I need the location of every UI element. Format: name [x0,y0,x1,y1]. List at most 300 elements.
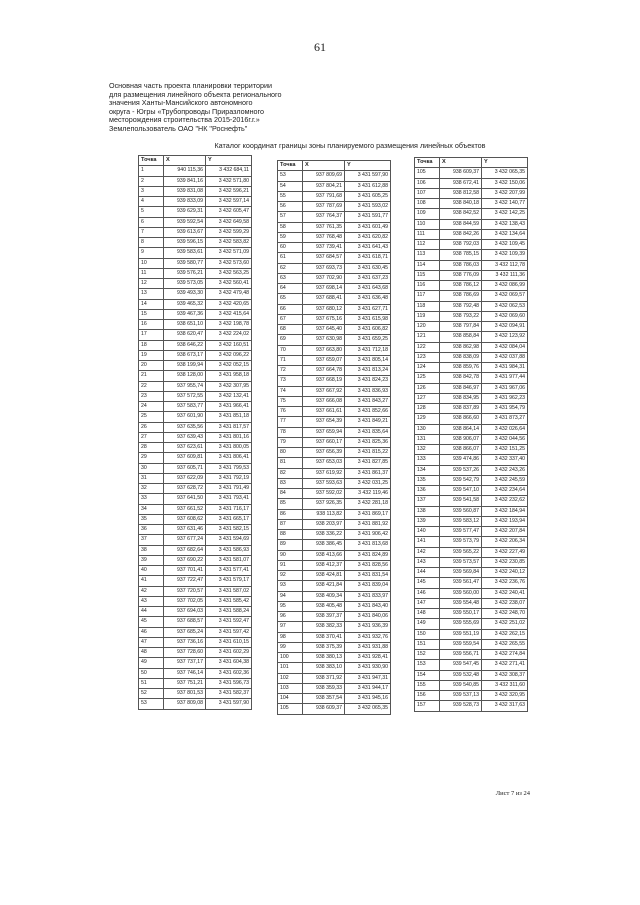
cell-n: 143 [415,557,440,567]
cell-x: 938 609,37 [303,704,345,714]
cell-n: 51 [139,678,164,688]
cell-x: 938 413,66 [303,550,345,560]
cell-n: 106 [415,178,440,188]
cell-n: 148 [415,609,440,619]
cell-x: 938 357,54 [303,694,345,704]
cell-y: 3 432 193,94 [482,516,528,526]
cell-y: 3 431 813,68 [345,540,391,550]
cell-n: 109 [415,209,440,219]
cell-y: 3 432 112,78 [482,260,528,270]
cell-y: 3 432 140,77 [482,199,528,209]
table-row [139,340,252,350]
cell-n: 96 [278,612,303,622]
cell-y: 3 431 582,37 [206,689,252,699]
cell-x: 938 672,41 [440,178,482,188]
cell-x: 938 128,00 [164,371,206,381]
cell-x: 937 746,14 [164,668,206,678]
table-row [278,222,391,232]
table-row [278,694,391,704]
table-row [139,566,252,576]
cell-x: 939 573,57 [440,557,482,567]
cell-x: 938 844,59 [440,219,482,229]
cell-x: 937 605,71 [164,463,206,473]
table-row [415,229,528,239]
cell-y: 3 431 824,89 [345,550,391,560]
table-row [278,448,391,458]
cell-x: 937 728,60 [164,648,206,658]
cell-x: 937 601,90 [164,412,206,422]
cell-n: 90 [278,550,303,560]
cell-y: 3 432 224,02 [206,330,252,340]
cell-x: 939 474,86 [440,455,482,465]
table-row [139,412,252,422]
cell-n: 14 [139,299,164,309]
cell-x: 937 955,74 [164,381,206,391]
cell-x: 938 359,33 [303,683,345,693]
table-row [139,176,252,186]
cell-y: 3 432 086,99 [482,281,528,291]
table-row [278,273,391,283]
table-row [139,473,252,483]
column-header-n: Точка [415,158,440,168]
table-row [139,299,252,309]
cell-x: 937 764,37 [303,212,345,222]
cell-x: 938 371,92 [303,673,345,683]
cell-y: 3 432 119,46 [345,489,391,499]
cell-y: 3 431 827,85 [345,458,391,468]
coordinates-table-3 [414,157,528,712]
cell-x: 937 698,14 [303,284,345,294]
table-header-row [278,161,391,171]
table-row [415,680,528,690]
cell-n: 93 [278,581,303,591]
table-header-row [139,156,252,166]
cell-x: 937 737,17 [164,658,206,668]
cell-y: 3 431 585,42 [206,596,252,606]
cell-y: 3 432 415,64 [206,309,252,319]
cell-y: 3 432 094,91 [482,322,528,332]
table-row [278,489,391,499]
cell-n: 87 [278,519,303,529]
cell-x: 937 659,07 [303,355,345,365]
cell-n: 36 [139,525,164,535]
cell-n: 66 [278,304,303,314]
table-row [139,514,252,524]
cell-n: 69 [278,335,303,345]
cell-x: 938 786,03 [440,260,482,270]
table-row [415,332,528,342]
cell-y: 3 431 620,82 [345,232,391,242]
cell-y: 3 432 251,02 [482,619,528,629]
cell-n: 98 [278,632,303,642]
cell-x: 938 846,97 [440,383,482,393]
cell-x: 937 653,03 [303,458,345,468]
cell-y: 3 432 026,64 [482,424,528,434]
cell-n: 4 [139,197,164,207]
cell-y: 3 431 962,23 [482,393,528,403]
table-row [139,422,252,432]
table-row [415,619,528,629]
cell-x: 939 528,73 [440,701,482,711]
cell-x: 937 809,08 [164,699,206,709]
table-row [278,263,391,273]
cell-n: 58 [278,222,303,232]
cell-x: 938 336,22 [303,530,345,540]
cell-y: 3 432 227,49 [482,547,528,557]
cell-y: 3 431 579,17 [206,576,252,586]
table-row [415,270,528,280]
table-row [278,294,391,304]
table-row [139,186,252,196]
cell-y: 3 431 966,41 [206,402,252,412]
cell-n: 84 [278,489,303,499]
cell-x: 937 693,73 [303,263,345,273]
cell-x: 938 842,26 [440,229,482,239]
cell-n: 85 [278,499,303,509]
cell-y: 3 432 198,78 [206,320,252,330]
cell-n: 11 [139,268,164,278]
cell-x: 937 677,24 [164,535,206,545]
table-row [278,284,391,294]
cell-x: 938 651,10 [164,320,206,330]
cell-x: 939 542,79 [440,475,482,485]
cell-y: 3 432 111,36 [482,270,528,280]
cell-x: 939 629,31 [164,207,206,217]
cell-y: 3 431 967,06 [482,383,528,393]
cell-n: 28 [139,443,164,453]
cell-y: 3 432 160,51 [206,340,252,350]
cell-x: 938 673,17 [164,350,206,360]
cell-y: 3 432 134,64 [482,229,528,239]
table-row [278,335,391,345]
table-row [278,704,391,714]
cell-y: 3 431 665,17 [206,514,252,524]
cell-x: 937 641,50 [164,494,206,504]
cell-y: 3 431 605,25 [345,191,391,201]
cell-n: 156 [415,691,440,701]
cell-x: 938 620,47 [164,330,206,340]
cell-x: 938 834,95 [440,393,482,403]
cell-n: 139 [415,516,440,526]
table-row [139,627,252,637]
table-row [415,209,528,219]
cell-n: 17 [139,330,164,340]
table-row [415,670,528,680]
cell-y: 3 431 586,93 [206,545,252,555]
cell-x: 937 619,92 [303,468,345,478]
cell-n: 59 [278,232,303,242]
cell-n: 108 [415,199,440,209]
cell-x: 937 583,77 [164,402,206,412]
table-row [278,253,391,263]
cell-n: 34 [139,504,164,514]
column-header-y: Y [206,156,252,166]
table-row [278,243,391,253]
cell-y: 3 431 831,54 [345,571,391,581]
table-row [139,576,252,586]
cell-x: 937 684,57 [303,253,345,263]
cell-x: 937 751,21 [164,678,206,688]
cell-x: 939 569,84 [440,568,482,578]
cell-y: 3 431 958,18 [206,371,252,381]
cell-x: 939 550,17 [440,609,482,619]
cell-n: 128 [415,404,440,414]
cell-y: 3 432 573,60 [206,258,252,268]
cell-n: 7 [139,227,164,237]
table-row [415,240,528,250]
cell-y: 3 432 307,95 [206,381,252,391]
cell-y: 3 432 571,09 [206,248,252,258]
cell-n: 83 [278,478,303,488]
cell-x: 937 702,90 [303,273,345,283]
cell-n: 94 [278,591,303,601]
cell-n: 155 [415,680,440,690]
cell-x: 937 630,98 [303,335,345,345]
table-row [278,642,391,652]
header-line: Землепользователь ОАО "НК "Роснефть" [109,123,248,133]
table-row [278,519,391,529]
table-row [415,219,528,229]
cell-y: 3 431 930,90 [345,663,391,673]
cell-x: 939 577,47 [440,527,482,537]
cell-y: 3 432 271,41 [482,660,528,670]
cell-y: 3 431 637,23 [345,273,391,283]
cell-y: 3 431 833,97 [345,591,391,601]
cell-y: 3 431 835,64 [345,427,391,437]
cell-n: 35 [139,514,164,524]
cell-y: 3 431 825,36 [345,437,391,447]
cell-x: 937 663,80 [303,345,345,355]
table-row [415,178,528,188]
cell-y: 3 432 243,26 [482,465,528,475]
cell-x: 939 613,67 [164,227,206,237]
table-row [278,345,391,355]
cell-y: 3 432 109,39 [482,250,528,260]
cell-n: 16 [139,320,164,330]
cell-y: 3 432 684,11 [206,166,252,176]
table-row [415,291,528,301]
cell-y: 3 431 659,25 [345,335,391,345]
cell-x: 938 421,84 [303,581,345,591]
cell-n: 76 [278,407,303,417]
cell-x: 937 680,12 [303,304,345,314]
cell-n: 44 [139,607,164,617]
cell-n: 70 [278,345,303,355]
table-row [415,168,528,178]
table-row [278,560,391,570]
table-row [139,658,252,668]
table-row [415,199,528,209]
cell-n: 24 [139,402,164,412]
table-row [415,404,528,414]
table-row [139,289,252,299]
cell-y: 3 431 873,27 [482,414,528,424]
table-row [415,414,528,424]
table-row [415,383,528,393]
cell-y: 3 432 031,25 [345,478,391,488]
cell-x: 937 761,35 [303,222,345,232]
table-row [139,227,252,237]
cell-x: 939 565,22 [440,547,482,557]
table-row [415,516,528,526]
cell-n: 136 [415,486,440,496]
header-line: округа - Югры «Трубопроводы Приразломного [109,106,264,116]
cell-n: 73 [278,376,303,386]
cell-n: 60 [278,243,303,253]
table-row [415,701,528,711]
cell-x: 937 635,56 [164,422,206,432]
cell-n: 71 [278,355,303,365]
cell-x: 937 645,40 [303,325,345,335]
cell-n: 33 [139,494,164,504]
cell-x: 939 537,26 [440,465,482,475]
table-row [415,373,528,383]
cell-n: 6 [139,217,164,227]
cell-x: 938 383,10 [303,663,345,673]
cell-x: 940 115,36 [164,166,206,176]
cell-y: 3 431 931,88 [345,642,391,652]
cell-y: 3 432 037,88 [482,352,528,362]
cell-y: 3 431 593,02 [345,202,391,212]
column-header-x: X [440,158,482,168]
table-row [415,486,528,496]
cell-y: 3 431 716,17 [206,504,252,514]
cell-y: 3 432 583,82 [206,238,252,248]
cell-y: 3 432 044,56 [482,434,528,444]
cell-x: 939 561,47 [440,578,482,588]
cell-x: 938 609,37 [440,168,482,178]
cell-n: 150 [415,629,440,639]
cell-y: 3 432 563,25 [206,268,252,278]
header-line: месторождения строительства 2015-2016г.г.» [109,115,260,125]
cell-n: 27 [139,432,164,442]
cell-x: 939 532,48 [440,670,482,680]
cell-y: 3 431 612,88 [345,181,391,191]
cell-x: 938 797,84 [440,322,482,332]
cell-y: 3 431 799,53 [206,463,252,473]
table-row [139,617,252,627]
cell-x: 938 785,15 [440,250,482,260]
cell-y: 3 432 320,95 [482,691,528,701]
cell-n: 133 [415,455,440,465]
table-row [415,445,528,455]
cell-x: 938 859,76 [440,363,482,373]
cell-n: 10 [139,258,164,268]
cell-n: 92 [278,571,303,581]
cell-x: 939 556,71 [440,650,482,660]
table-row [139,361,252,371]
table-row [278,232,391,242]
cell-y: 3 431 793,41 [206,494,252,504]
header-line: значения Ханты-Мансийского автономного [109,98,253,108]
table-row [139,525,252,535]
table-row [415,527,528,537]
table-row [278,663,391,673]
cell-n: 120 [415,322,440,332]
cell-y: 3 432 265,55 [482,639,528,649]
cell-y: 3 431 869,17 [345,509,391,519]
cell-n: 82 [278,468,303,478]
cell-x: 938 812,58 [440,188,482,198]
table-row [415,537,528,547]
cell-y: 3 432 597,14 [206,197,252,207]
cell-x: 937 608,62 [164,514,206,524]
table-row [278,314,391,324]
cell-y: 3 432 069,60 [482,311,528,321]
cell-x: 938 906,07 [440,434,482,444]
table-row [278,386,391,396]
cell-y: 3 431 932,76 [345,632,391,642]
cell-n: 72 [278,366,303,376]
cell-x: 938 862,98 [440,342,482,352]
cell-y: 3 431 602,29 [206,648,252,658]
cell-x: 939 573,05 [164,279,206,289]
cell-x: 938 786,12 [440,281,482,291]
cell-y: 3 431 597,42 [206,627,252,637]
cell-x: 938 199,94 [164,361,206,371]
table-row [278,468,391,478]
cell-n: 104 [278,694,303,704]
cell-n: 141 [415,537,440,547]
cell-n: 118 [415,301,440,311]
cell-y: 3 432 132,41 [206,391,252,401]
cell-y: 3 431 947,31 [345,673,391,683]
cell-n: 78 [278,427,303,437]
cell-y: 3 431 791,49 [206,484,252,494]
header-line: для размещения линейного объекта регионального [109,89,282,99]
cell-n: 9 [139,248,164,258]
cell-x: 937 682,64 [164,545,206,555]
cell-x: 937 694,03 [164,607,206,617]
cell-n: 105 [278,704,303,714]
cell-x: 938 842,78 [440,373,482,383]
cell-x: 939 541,58 [440,496,482,506]
cell-x: 937 666,08 [303,396,345,406]
cell-y: 3 432 123,92 [482,332,528,342]
cell-x: 937 639,43 [164,432,206,442]
table-row [415,691,528,701]
cell-n: 124 [415,363,440,373]
table-row [139,391,252,401]
table-row [139,545,252,555]
cell-x: 939 547,45 [440,660,482,670]
column-header-n: Точка [139,156,164,166]
cell-y: 3 431 806,41 [206,453,252,463]
cell-x: 938 386,45 [303,540,345,550]
cell-y: 3 432 479,48 [206,289,252,299]
cell-x: 939 841,16 [164,176,206,186]
table-row [415,496,528,506]
cell-n: 8 [139,238,164,248]
cell-y: 3 431 597,90 [206,699,252,709]
table-row [415,393,528,403]
cell-n: 89 [278,540,303,550]
cell-y: 3 432 571,80 [206,176,252,186]
cell-n: 40 [139,566,164,576]
table-row [278,407,391,417]
table-row [139,637,252,647]
table-row [139,268,252,278]
table-row [278,550,391,560]
cell-x: 939 576,21 [164,268,206,278]
cell-x: 938 840,18 [440,199,482,209]
table-row [415,650,528,660]
table-row [278,509,391,519]
table-row [415,434,528,444]
cell-n: 105 [415,168,440,178]
column-header-y: Y [482,158,528,168]
cell-y: 3 431 977,44 [482,373,528,383]
